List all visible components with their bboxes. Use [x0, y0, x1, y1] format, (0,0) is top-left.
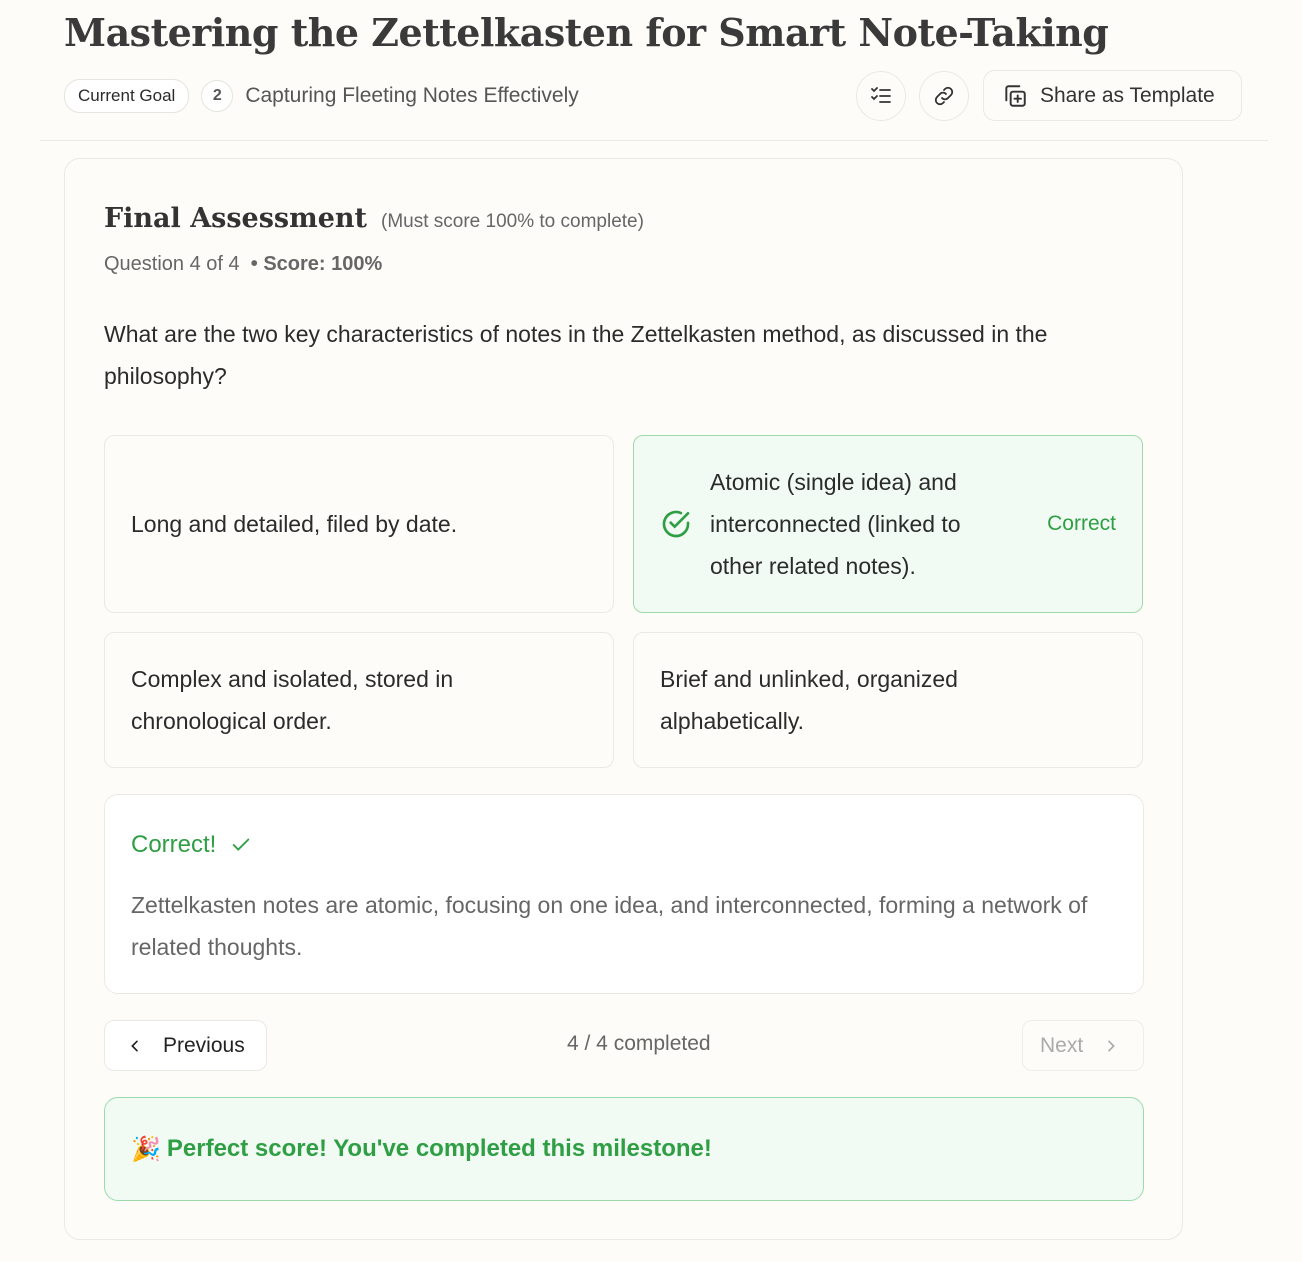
progress-text: 4 / 4 completed	[567, 1032, 711, 1055]
copy-link-button[interactable]	[919, 71, 969, 121]
share-label: Share as Template	[1040, 83, 1215, 107]
question-counter: Question 4 of 4	[104, 253, 240, 275]
feedback-title: Correct!	[131, 831, 217, 858]
page-title: Mastering the Zettelkasten for Smart Note-Taking	[64, 10, 1109, 55]
assessment-heading	[104, 203, 644, 234]
correct-tag: Correct	[1047, 512, 1116, 535]
option-3[interactable]	[104, 632, 614, 768]
divider	[40, 140, 1268, 141]
checklist-button[interactable]	[856, 71, 906, 121]
next-button[interactable]	[1022, 1020, 1144, 1071]
option-text: Brief and unlinked, organized alphabetically.	[660, 666, 958, 734]
option-text: Complex and isolated, stored in chronological order.	[131, 666, 454, 734]
copy-plus-icon	[1002, 83, 1028, 109]
feedback-text: Zettelkasten notes are atomic, focusing on one idea, and interconnected, forming a network of related thoughts.	[131, 892, 1088, 960]
question-text: What are the two key characteristics of notes in the Zettelkasten method, as discussed in the philosophy?	[104, 321, 1048, 389]
previous-button[interactable]	[104, 1020, 267, 1071]
assessment-title: Final Assessment	[104, 203, 367, 234]
completion-banner	[104, 1097, 1144, 1201]
option-4[interactable]	[633, 632, 1143, 768]
check-circle-icon	[660, 508, 692, 540]
option-text: Long and detailed, filed by date.	[131, 511, 458, 537]
option-text: Atomic (single idea) and interconnected (linked to other related notes).	[710, 469, 961, 579]
question-meta	[104, 253, 382, 276]
current-goal	[64, 79, 579, 113]
score: • Score: 100%	[250, 253, 383, 275]
check-icon	[230, 834, 252, 856]
banner-text: Perfect score! You've completed this milestone!	[166, 1135, 712, 1162]
chevron-left-icon	[127, 1038, 143, 1054]
goal-text: Capturing Fleeting Notes Effectively	[245, 84, 579, 107]
option-2-correct[interactable]	[633, 435, 1143, 613]
next-label: Next	[1040, 1033, 1084, 1057]
link-icon	[932, 84, 956, 108]
share-as-template-button[interactable]	[983, 70, 1242, 121]
party-icon: 🎉	[131, 1135, 161, 1163]
feedback-panel	[104, 794, 1144, 994]
previous-label: Previous	[163, 1033, 245, 1057]
chevron-right-icon	[1103, 1038, 1119, 1054]
goal-number: 2	[201, 80, 233, 112]
current-goal-badge: Current Goal	[64, 79, 189, 113]
checklist-icon	[869, 84, 893, 108]
option-1[interactable]	[104, 435, 614, 613]
assessment-subtitle: (Must score 100% to complete)	[381, 211, 644, 232]
